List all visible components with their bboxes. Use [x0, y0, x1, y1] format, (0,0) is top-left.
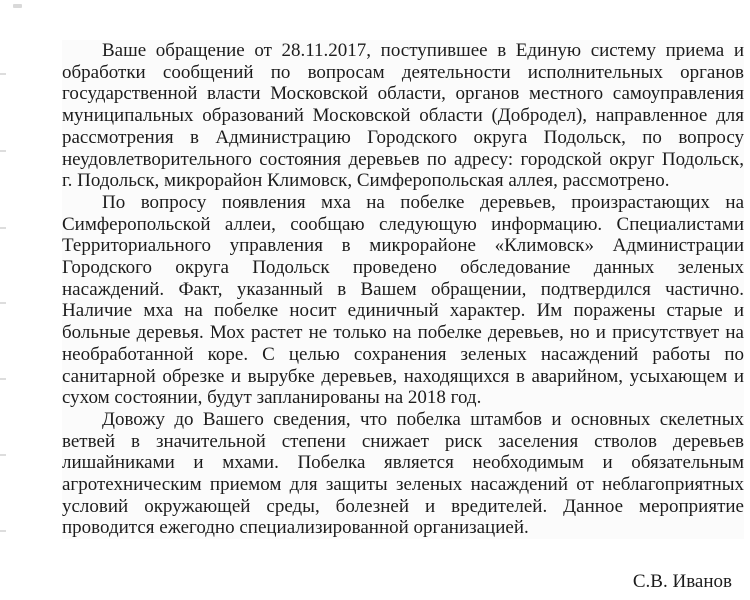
text-line: неудовлетворительного состояния деревьев по адресу: городской округ Подольск, — [62, 148, 744, 170]
scan-artifact — [0, 454, 6, 456]
scan-artifact — [0, 150, 6, 152]
text-line: г. Подольск, микрорайон Климовск, Симферопольская аллея, рассмотрено. — [62, 170, 670, 192]
text-line: насаждений. Факт, указанный в Вашем обращении, подтвердился частично. — [62, 278, 744, 300]
scan-artifact — [0, 378, 6, 380]
text-line: Симферопольской аллеи, сообщаю следующую информацию. Специалистами — [62, 213, 744, 235]
paragraph — [62, 409, 744, 539]
scan-artifact — [0, 530, 6, 532]
text-line: проводится ежегодно специализированной организацией. — [62, 517, 529, 539]
scan-artifact — [0, 302, 6, 304]
text-line: Довожу до Вашего сведения, что побелка штамбов и основных скелетных — [102, 408, 744, 430]
text-line: условий окружающей среды, болезней и вредителей. Данное мероприятие — [62, 495, 744, 517]
text-line: муниципальных образований Московской области (Добродел), направленное для — [62, 105, 744, 127]
signature: С.В. Иванов — [632, 571, 732, 592]
text-line: санитарной обрезке и вырубке деревьев, находящихся в аварийном, усыхающем и — [62, 365, 744, 387]
scan-artifact — [0, 227, 6, 229]
letter-body — [62, 40, 744, 539]
text-line: необработанной коре. С целью сохранения зеленых насаждений работы по — [62, 343, 744, 365]
text-line: По вопросу появления мха на побелке деревьев, произрастающих на — [102, 191, 744, 213]
text-line: сухом состоянии, будут запланированы на 2018 год. — [62, 387, 482, 409]
text-line: Городского округа Подольск проведено обследование данных зеленых — [62, 257, 744, 279]
text-line: ветвей в значительной степени снижает риск заселения стволов деревьев — [62, 430, 744, 452]
text-line: агротехническим приемом для защиты зеленых насаждений от неблагоприятных — [62, 474, 744, 496]
text-line: Наличие мха на побелке носит единичный характер. Им поражены старые и — [62, 300, 744, 322]
scan-artifact — [13, 4, 22, 8]
text-line: обработки сообщений по вопросам деятельности исполнительных органов — [62, 61, 744, 83]
text-line: больные деревья. Мох растет не только на побелке деревьев, но и присутствует на — [62, 322, 744, 344]
paragraph — [62, 40, 744, 192]
text-line: Территориального управления в микрорайоне «Климовск» Администрации — [62, 235, 744, 257]
text-line: рассмотрения в Администрацию Городского округа Подольск, по вопросу — [62, 126, 744, 148]
text-line: лишайниками и мхами. Побелка является необходимым и обязательным — [62, 452, 744, 474]
text-line: Ваше обращение от 28.11.2017, поступившее в Единую систему приема и — [102, 40, 744, 61]
scan-artifact — [0, 73, 6, 75]
paragraph — [62, 192, 744, 409]
text-line: государственной власти Московской области, органов местного самоуправления — [62, 83, 744, 105]
